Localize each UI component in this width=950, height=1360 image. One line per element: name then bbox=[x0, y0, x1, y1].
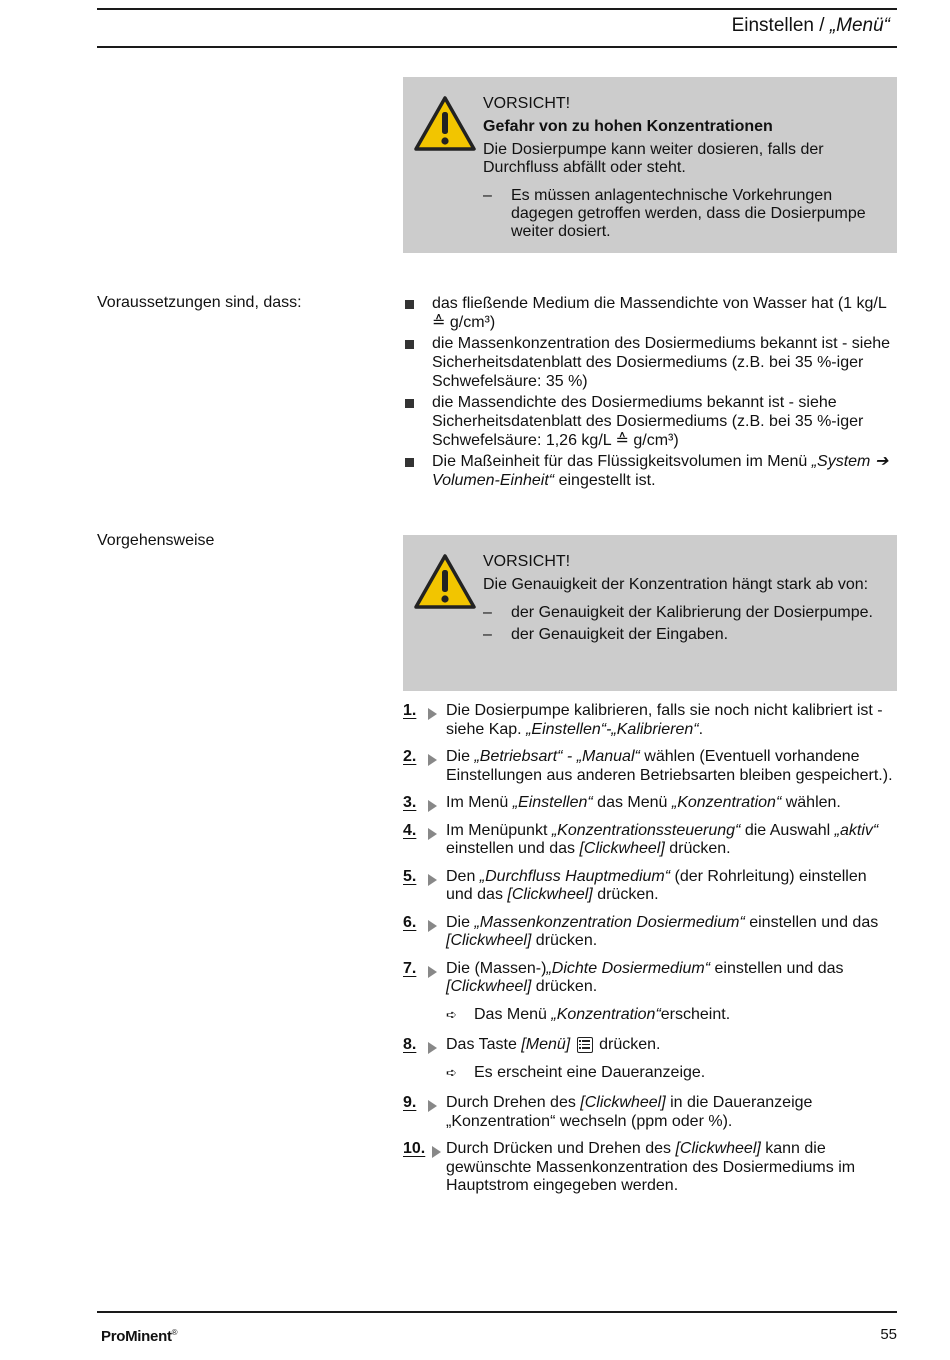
result-arrow-icon: ➪ bbox=[446, 1064, 457, 1080]
step-arrow-icon bbox=[428, 800, 437, 812]
step-arrow-icon bbox=[432, 1146, 441, 1158]
page-number: 55 bbox=[880, 1326, 897, 1343]
step-1: 1. Die Dosierpumpe kalibrieren, falls sie noch nicht kalibriert ist - siehe Kap. „Einstellen“-„Kalibrieren“. bbox=[403, 702, 883, 738]
list-item: das fließende Medium die Massendichte von Wasser hat (1 kg/L ≙ g/cm³) bbox=[403, 294, 897, 332]
warning-box-accuracy bbox=[403, 535, 897, 691]
step-number: 6. bbox=[403, 913, 417, 931]
warning-list-item: – der Genauigkeit der Eingaben. bbox=[483, 626, 729, 643]
procedure-steps bbox=[403, 702, 897, 1205]
prerequisites-label: Voraussetzungen sind, dass: bbox=[97, 294, 302, 311]
step-number: 8. bbox=[403, 1036, 417, 1053]
step-number: 1. bbox=[403, 702, 417, 719]
step-2: 2. Die „Betriebsart“ - „Manual“ wählen (Eventuell vorhandene Einstellungen aus anderen Betriebsarten bleiben gespeichert.). bbox=[403, 748, 893, 784]
step-9: 9. Durch Drehen des [Clickwheel] in die Daueranzeige „Konzentration“ wechseln (ppm oder %). bbox=[403, 1094, 813, 1130]
step-3: 3. Im Menü „Einstellen“ das Menü „Konzentration“ wählen. bbox=[403, 794, 841, 811]
step-arrow-icon bbox=[428, 874, 437, 886]
step-8-result: ➪ Es erscheint eine Daueranzeige. bbox=[446, 1063, 706, 1081]
result-arrow-icon: ➪ bbox=[446, 1006, 457, 1022]
step-number: 4. bbox=[403, 821, 417, 839]
warning-text: Die Genauigkeit der Konzentration hängt stark ab von: bbox=[483, 576, 869, 593]
step-number: 10. bbox=[403, 1140, 426, 1157]
warning-text: Die Dosierpumpe kann weiter dosieren, falls der Durchfluss abfällt oder steht. bbox=[483, 141, 824, 176]
warning-triangle-icon bbox=[413, 553, 477, 611]
list-item: die Massenkonzentration des Dosiermediums bekannt ist - siehe Sicherheitsdatenblatt des Dosiermediums (z.B. bei 35 %-iger Schwefelsäure: 35 %) bbox=[403, 334, 897, 391]
procedure-label: Vorgehensweise bbox=[97, 532, 215, 549]
warning-list-item: – der Genauigkeit der Kalibrierung der Dosierpumpe. bbox=[483, 604, 873, 621]
step-5: 5. Den „Durchfluss Hauptmedium“ (der Rohrleitung) einstellen und das [Clickwheel] drücken. bbox=[403, 867, 867, 903]
step-arrow-icon bbox=[428, 754, 437, 766]
warning-signal-word: VORSICHT! bbox=[483, 95, 571, 112]
warning-signal-word: VORSICHT! bbox=[483, 553, 571, 570]
list-item: Die Maßeinheit für das Flüssigkeitsvolumen im Menü „System ➔ Volumen-Einheit“ eingestellt ist. bbox=[403, 452, 897, 490]
step-arrow-icon bbox=[428, 966, 437, 978]
warning-heading: Gefahr von zu hohen Konzentrationen bbox=[483, 118, 773, 135]
page-header-title: Einstellen / „Menü“ bbox=[731, 15, 890, 36]
step-number: 7. bbox=[403, 959, 417, 977]
warning-box-high-concentration bbox=[403, 77, 897, 253]
step-7: 7. Die (Massen-)„Dichte Dosiermedium“ einstellen und das [Clickwheel] drücken. bbox=[403, 959, 844, 995]
step-number: 2. bbox=[403, 748, 417, 765]
header-top-rule bbox=[97, 8, 897, 10]
step-number: 3. bbox=[403, 794, 417, 811]
warning-list-item: – Es müssen anlagentechnische Vorkehrungen dagegen getroffen werden, dass die Dosierpumpe weiter dosiert. bbox=[483, 187, 866, 240]
step-number: 9. bbox=[403, 1094, 417, 1111]
step-6: 6. Die „Massenkonzentration Dosiermedium“ einstellen und das [Clickwheel] drücken. bbox=[403, 913, 879, 949]
step-arrow-icon bbox=[428, 920, 437, 932]
step-4: 4. Im Menüpunkt „Konzentrationssteuerung“ die Auswahl „aktiv“ einstellen und das [Clickwheel] drücken. bbox=[403, 821, 879, 857]
step-number: 5. bbox=[403, 867, 417, 885]
footer-rule bbox=[97, 1311, 897, 1313]
warning-triangle-icon bbox=[413, 95, 477, 153]
step-arrow-icon bbox=[428, 708, 437, 720]
step-arrow-icon bbox=[428, 828, 437, 840]
step-8: 8. Das Taste [Menü] drücken. bbox=[403, 1036, 661, 1053]
prominent-logo: ProMinent® bbox=[101, 1328, 178, 1345]
step-arrow-icon bbox=[428, 1042, 437, 1054]
step-10: 10. Durch Drücken und Drehen des [Clickwheel] kann die gewünschte Massenkonzentration des Dosiermediums im Hauptstrom eingegeben werden. bbox=[403, 1140, 856, 1194]
list-item: die Massendichte des Dosiermediums bekannt ist - siehe Sicherheitsdatenblatt des Dosiermediums (z.B. bei 35 %-iger Schwefelsäure: 1,26 kg/L ≙ g/cm³) bbox=[403, 393, 897, 450]
menu-key-icon bbox=[577, 1037, 593, 1053]
header-bottom-rule bbox=[97, 46, 897, 48]
prerequisites-list bbox=[403, 294, 897, 492]
step-7-result: ➪ Das Menü „Konzentration“erscheint. bbox=[446, 1005, 731, 1023]
step-arrow-icon bbox=[428, 1100, 437, 1112]
